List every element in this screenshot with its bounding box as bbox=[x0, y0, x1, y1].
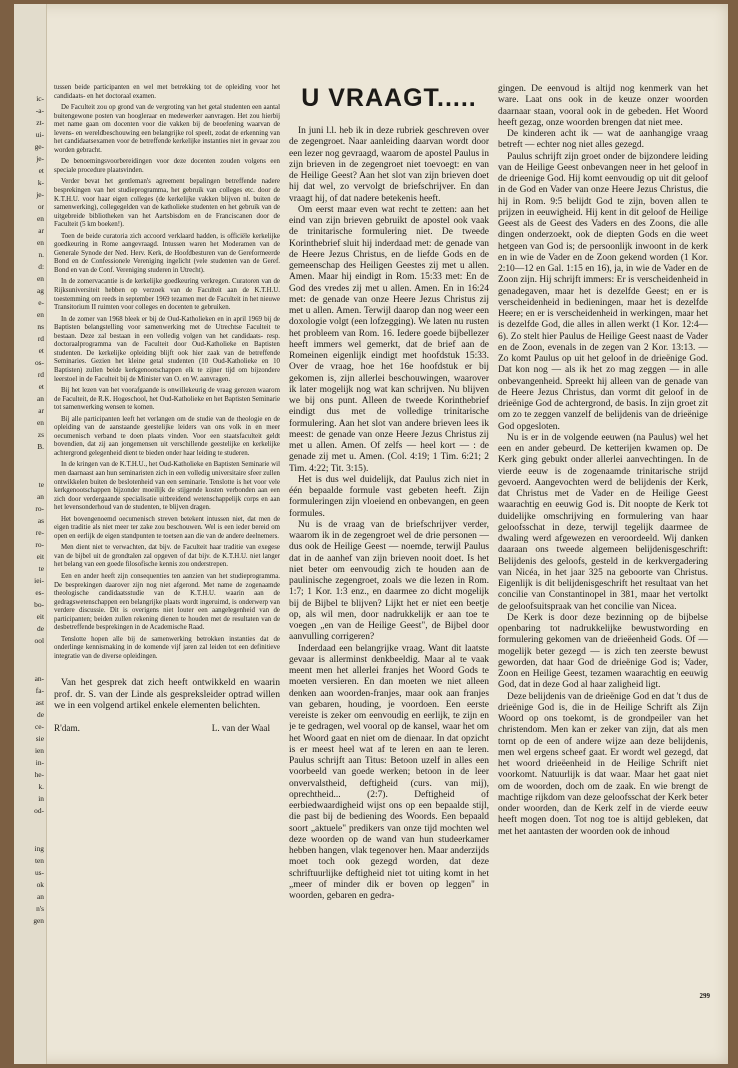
previous-page-fragment: en bbox=[37, 274, 44, 283]
paragraph: Het bovengenoemd oecumenisch streven betekent intussen niet, dat men de eigen traditie als niet meer ter zake zou beschouwen. Wel is een ieder bereid om open en eerlijk de eigen standpunten te toetsen aan die van de andere deelnemers. bbox=[54, 515, 280, 540]
previous-page-fragment: e- bbox=[38, 298, 44, 307]
previous-page-fragment: et bbox=[38, 166, 44, 175]
paragraph: De Kerk is door deze bezinning op de bijbelse openbaring tot nadrukkelijke bewustwording en formulering gekomen van de drieëenheid Gods. Of — mogelijk beter gezegd — is zich ten zeerste bewust geworden, dat haar God de drieënige God is; Vader, Zoon en Heilige Geest, tezamen waarachtig en eeuwig God, dat in deze God al haar zaligheid ligt. bbox=[498, 612, 708, 691]
previous-page-fragment: et bbox=[38, 346, 44, 355]
paragraph: Een en ander heeft zijn consequenties ten aanzien van het studieprogramma. De besprekingen daarover zijn nog niet afgerond. Met name de zogenaamde theologische candidaatsstudie van de K.T.H.U. waarin aan de gedragswetenschappen een belangrijke plaats wordt ingeruimd, is onderwerp van verdere discussie. Dit is overigens niet louter een aangelegenheid van de participanten; beiden zullen rekening dienen te houden met de resultaten van de desbetreffende besprekingen in de Academische Raad. bbox=[54, 572, 280, 632]
column-middle-u-vraagt bbox=[289, 84, 489, 1044]
previous-page-fragment: gen bbox=[33, 916, 44, 925]
paragraph: Verder bevat het gentleman's agreement bepalingen betreffende nadere besprekingen van het studieprogramma, het gebruik van colleges etc. door de K.T.H.U. voor haar eigen colleges (de kerkelijke vakken blijven nl. buiten de samenwerking), collegegelden van de katholieke studenten en het gebruik van de uitgebreide bibliotheken van het Aartsbisdom en de Franciscanen door de Faculteit (5 km boeken!). bbox=[54, 178, 280, 229]
previous-page-fragment: od- bbox=[34, 806, 44, 815]
previous-page-fragment: je- bbox=[36, 190, 44, 199]
column-right-u-vraagt bbox=[498, 84, 708, 1044]
previous-page-fragment: an bbox=[37, 892, 44, 901]
previous-page-fragment: ar bbox=[38, 226, 44, 235]
previous-page-fragment: ool bbox=[34, 636, 44, 645]
previous-page-fragment: ge- bbox=[34, 142, 44, 151]
paragraph: In de zomer van 1968 bleek er bij de Oud-Katholieken en in april 1969 bij de Baptisten belangstelling voor samenwerking met de Utrechtse Faculteit te bestaan. Deze zal bestaan in een volledig volgen van het candidaats- resp. doctoraalprogramma van de Faculteit door Oud-Katholieke en Baptisten studenten. De kerkelijke opleiding blijft ook hier zaak van de betreffende Seminaries. Gezien het kleine getal studenten (10 Oud-Katholieke en 10 Baptisten) zullen beide kerkgenootschappen elk te zijner tijd om bijzondere leerstoel in de Faculteit bij de Minister van O. en W. aanvragen. bbox=[54, 315, 280, 383]
previous-page-fragment: ten bbox=[34, 856, 44, 865]
previous-page-fragment: eit bbox=[36, 552, 44, 561]
column-left-article-continuation bbox=[54, 84, 280, 1044]
previous-page-fragment: in- bbox=[35, 758, 44, 767]
signature-author: L. van der Waal bbox=[211, 722, 270, 733]
previous-page-fragment: eit bbox=[36, 612, 44, 621]
paragraph: De benoemingsvoorbereidingen voor deze docenten zouden volgens een speciale procedure plaatsvinden. bbox=[54, 158, 280, 174]
previous-page-fragment: ast bbox=[35, 698, 44, 707]
previous-page-fragment: os- bbox=[34, 358, 44, 367]
previous-page-fragment: iei- bbox=[34, 576, 44, 585]
previous-page-fragment: en bbox=[37, 238, 44, 247]
previous-page-fragment: fa- bbox=[35, 686, 44, 695]
previous-page-fragment: zs bbox=[37, 430, 44, 439]
previous-page-fragment: or bbox=[37, 202, 44, 211]
previous-page-fragment: en bbox=[37, 214, 44, 223]
previous-page-fragment: an bbox=[37, 492, 44, 501]
previous-page-fragment: ro- bbox=[35, 504, 44, 513]
paragraph: Tenslotte hopen alle bij de samenwerking betrokken instanties dat de onderlinge kennismaking in de komende vijf jaren zal leiden tot een definitieve integratie van de diverse opleidingen. bbox=[54, 635, 280, 660]
paragraph: Men dient niet te verwachten, dat bijv. de Faculteit haar traditie van exegese van de bijbel uit de grondtalen zal opgeven of dat bijv. de K.T.H.U. niet langer het belang van een goede filosofische kennis zou onderstrepen. bbox=[54, 544, 280, 569]
magazine-page bbox=[14, 4, 728, 1064]
previous-page-fragment: k. bbox=[38, 782, 44, 791]
previous-page-fragment: et bbox=[38, 382, 44, 391]
previous-page-fragment: te bbox=[38, 480, 44, 489]
previous-page-fragment: en bbox=[37, 418, 44, 427]
previous-page-fragment: ro- bbox=[35, 540, 44, 549]
previous-page-fragment: bo- bbox=[34, 600, 44, 609]
paragraph: In juni l.l. heb ik in deze rubriek geschreven over de zegengroet. Naar aanleiding daarvan wordt door een lezer nog gevraagd, waarom de apostel Paulus in zijn brieven in de zegengroet niet toevoegt: en van de Heilige Geest? Aan het slot van zijn brieven doet hij dat wel, zo vervolgt de briefschrijver. En dan vraagt hij, of dat nadere betekenis heeft. bbox=[289, 126, 489, 204]
paragraph: Inderdaad een belangrijke vraag. Want dit laatste gevaar is allerminst denkbeeldig. Maar al te vaak meent men het allerlei franjes het Woord Gods te moeten versieren. En dan moeten we niet alleen denken aan woorden-franjes, maar ook aan franjes van gebaren, houding, je voordoen. Een eerste vereiste is zeker om eenvoudig en eerlijk, te zijn en je te gedragen, wel vooral op de kansel, waar het om het Woord gaat en niet om de dienaar. In dat opzicht is er meest heel wat af te leren en aan te leren. Paulus schrijft aan Titus: Betoon uzelf in alles een voorbeeld van goede werken; betoon in de leer onvervalstheid, deftigheid (curs. van mij), oprechtheid... (2:7). Deftigheid of eerbiedwaardigheid wijst ons op een bepaalde stijl, die past bij de bediening des Woords. Een bepaald soort „aktuele" predikers van onze tijd mochten wel deze woorden op de wand van hun studeerkamer hebben hangen, vlak tegenover hen. Maar anderzijds moet toch ook gezegd worden, dat deze schriftuurlijke deftigheid niet tot uiting komt in het „meer of minder dik er boven op leggen" in woorden, gebaren en gedra- bbox=[289, 643, 489, 901]
article-title: U VRAAGT..... bbox=[301, 84, 477, 112]
previous-page-fragment: ok bbox=[36, 880, 44, 889]
previous-page-fragment: zt- bbox=[36, 118, 44, 127]
paragraph: In de zomervacantie is de kerkelijke goedkeuring verkregen. Curatoren van de Rijksuniversiteit hebben op verzoek van de Faculteit aan de K.T.H.U. toestemming om reeds in september 1969 tezamen met de Faculteit in het nieuwe Transitorium II ruimten voor colleges en docenten te gebruiken. bbox=[54, 278, 280, 312]
signature-line bbox=[54, 724, 280, 733]
previous-page-fragment: ar bbox=[38, 406, 44, 415]
previous-page-fragment: je- bbox=[36, 154, 44, 163]
paragraph: Om eerst maar even wat recht te zetten: aan het eind van zijn brieven gebruikt de apostel ook vaak de trinitarische formulering niet. De tweede Korinthebrief sluit hij inderdaad met: de genade van de Heere Jezus Christus, en de liefde Gods en de gemeenschap des Heiligen Geestes zij met u allen. Amen. Maar hij eindigt in Rom. 15:33 met: En de God des vredes zij met u allen. Amen. En in 16:24 met: de genade van onze Heere Jezus Christus zij met u allen. Amen. Terwijl daarop dan nog weer een doxologie volgt (een lofzegging). We laten nu rusten het probleem van Rom. 16. Iedere goede bijbellezer heeft immers wel gemerkt, dat de brief aan de Romeinen eigenlijk eindigt met hoofdstuk 15:33. Over de vraag, hoe het 16e hoofdstuk er bij gekomen is, zijn allerlei beschouwingen, waarover ik later mogelijk nog wat kan schrijven. Nu blijven we bij ons punt. Alleen de tweede Korinthebrief eindigt dus met de volledige trinitarische formulering. Aan het slot van andere brieven lees ik meest: de genade van onze Heere Jezus Christus zij met u allen. Amen. Of zelfs — heel kort — : de genade zij met u. Amen. (Col. 4:19; 1 Tim. 6:21; 2 Tim. 4:22; Tit. 3:15). bbox=[289, 204, 489, 474]
previous-page-fragment: an- bbox=[34, 674, 44, 683]
paragraph: Nu is de vraag van de briefschrijver verder, waarom ik in de zegengroet wel de drie personen — dus ook de Heilige Geest — noemde, terwijl Paulus dat in de aanhef van zijn brieven nooit doet. Is het niet beter om eenvoudig zich te houden aan de paulinische zegengroet, zoals we die lezen in Rom. 1:7; 1 Kor. 1:3 enz., en daarmee zo dicht mogelijk bij de Bijbel te blijven? Lijkt het er niet een beetje op, als wil men, door nadrukkelijk er aan toe te voegen „en van de Heilige Geest", de Bijbel door aanvulling corrigeren? bbox=[289, 519, 489, 643]
previous-page-fragment: ui- bbox=[35, 130, 44, 139]
previous-page-fragment: de bbox=[37, 710, 44, 719]
previous-page-fragment: n's bbox=[36, 904, 44, 913]
previous-page-fragment: us- bbox=[34, 868, 44, 877]
previous-page-fragment: k- bbox=[37, 178, 44, 187]
previous-page-fragment: -a- bbox=[35, 106, 44, 115]
previous-page-fragment: B. bbox=[37, 442, 44, 451]
signature-place: R'dam. bbox=[54, 722, 80, 733]
previous-page-fragment: re- bbox=[35, 528, 44, 537]
previous-page-fragment: es- bbox=[35, 588, 44, 597]
paragraph: Nu is er in de volgende eeuwen (na Paulus) wel het een en ander gebeurd. De ketterijen kwamen op. De Kerk ging gebukt onder allerlei aanvechtingen. In de vierde eeuw is de zogenaamde trinitarische strijd gevoerd. Aangevochten werd de belijdenis der Kerk, dat Christus met de Vader en de Heilige Geest waarachtig en eeuwig God is. Dit noopte de Kerk tot duidelijke omschrijving en formulering van haar geloofsschat in deze, terwijl tegelijk daarmee de dwaling werd afgewezen en veroordeeld. Wij danken daaraan ons tweede algemeen belijdenisgeschrift: Belijdenis des geloofs, gesteld in de kerkvergadering van Nicéa, in het jaar 325 na geboorte van Christus. Eigenlijk is dit belijdenisgeschrift het resultaat van het concilie van Constantinopel in 381, maar het vertolkt de geloofsuitspraak van het concilie van Nicea. bbox=[498, 432, 708, 612]
paragraph: tussen beide participanten en wel met betrekking tot de opleiding voor het candidaats- en het doctoraal examen. bbox=[54, 84, 280, 100]
paragraph: Bij het lezen van het voorafgaande is onwillekeurig de vraag gerezen waarom de Faculteit, de R.K. Hogeschool, het Oud-Katholieke en het Baptisten Seminarie tot samenwerking wensen te komen. bbox=[54, 387, 280, 412]
previous-page-fragment: he- bbox=[34, 770, 44, 779]
previous-page-fragment: de bbox=[37, 624, 44, 633]
paragraph: Deze belijdenis van de drieënige God en dat 't dus de drieënige God is, die in de Heilige Schrift als Zijn Woord op ons toekomt, is de grondpeiler van het christendom. Men kan er zeker van zijn, dat als men tornt op de een of andere wijze aan deze belijdenis, men wel ergens scheef gaat. Er wordt wel gezegd, dat het woord drieëenheid in de Heilige Schrift niet voorkomt. Natuurlijk is dat waar. Maar het gaat niet om de woorden, doch om de zaak. En wie brengt de machtige rijkdom van deze geloofsschat der Kerk beter onder woorden, dan de Kerk zelf in de vierde eeuw heeft mogen doen. Tot nog toe is altijd gebleken, dat met het aantasten der woorden ook de inhoud bbox=[498, 691, 708, 837]
previous-page-fragment: an bbox=[37, 394, 44, 403]
previous-page-fragment: ce- bbox=[34, 722, 44, 731]
paragraph: gingen. De eenvoud is altijd nog kenmerk van het ware. Laat ons ook in de keuze onzer woorden daarnaar staan, vooral ook in de gebeden. Het Woord heeft gezag, onze woorden brengen dat niet mee. bbox=[498, 84, 708, 128]
paragraph: Bij alle participanten leeft het verlangen om de studie van de theologie en de opleiding van de aanstaande geestelijke leiders van ons volk in en meer oecumenisch verband te doen plaats vinden. Voor een staatsfaculteit geldt bovendien, dat zij aan jongemensen uit verschillende geestelijke en kerkelijke achtergrond gelegenheid dient te bieden onder haar leiding te studeren. bbox=[54, 415, 280, 457]
previous-page-fragment: te bbox=[38, 564, 44, 573]
paragraph: In de kringen van de K.T.H.U., het Oud-Katholieke en Baptisten Seminarie wil men daarnaast aan hun seminaristen zich in een volledig universitaire sfeer zullen ontwikkelen buiten de beslotenheid van een seminarie. Tenslotte is het voor vele kerkgenootschappen bijzonder moeilijk de stijgende kosten verbonden aan een zich door verdergaande specialisatie uitbreidend wetenschappelijk corps en aan het levensonderhoud van de studenten, te blijven dragen. bbox=[54, 461, 280, 512]
previous-page-fragment: ic- bbox=[36, 94, 44, 103]
page-number: 299 bbox=[699, 992, 710, 1000]
previous-page-fragment: sie bbox=[35, 734, 44, 743]
previous-page-fragment: ag bbox=[37, 286, 44, 295]
paragraph: De kinderen acht ik — wat de aanhangige vraag betreft — echter nog niet alles gezegd. bbox=[498, 129, 708, 151]
previous-page-fragment: as bbox=[37, 516, 44, 525]
closing-paragraph: Van het gesprek dat zich heeft ontwikkeld en waarin prof. dr. S. van der Linde als gespreksleider optrad willen we in een volgend artikel enkele elementen belichten. bbox=[54, 677, 280, 712]
paragraph: Het is dus wel duidelijk, dat Paulus zich niet in één bepaalde formule vast gebeten heeft. Zijn formuleringen zijn vloeiend en onbevangen, en geen formules. bbox=[289, 474, 489, 519]
previous-page-fragment: in bbox=[38, 794, 44, 803]
paragraph: Toen de beide curatoria zich accoord verklaard hadden, is officiële kerkelijke goedkeuring in Rome aangevraagd. Intussen waren het Moderamen van de Generale Synode der Ned. Herv. Kerk, de Hoofdbesturen van de Gereformeerde Bond en de Confessionele Vereniging ingelicht (vele studenten van de Geref. Bond en van de Conf. Vereniging studeren in Utrecht). bbox=[54, 232, 280, 274]
paragraph: Paulus schrijft zijn groet onder de bijzondere leiding van de Heilige Geest onbevangen neer in het geloof in de drieenige God. Hij komt eenvoudig op uit dit geloof in de God en Vader van onze Heere Jezus Christus, die hij in Rom. 9:5 belijdt God te zijn, boven allen te prijzen in eeuwigheid. Hij kent in dit geloof de Heilige Geest als de Geest des Vaders en des Zoons, die alle dingen onderzoekt, ook de diepten Gods en die weet hetgeen van God is; de persoonlijk inwoont in de kerk en in wie de Vader en de Zoon gekend worden (1 Kor. 2:10—12 en Gal. 1:15 en 16), ja, in wie de Vader en de Zoon zijn. Hij schrijft immers: Er is verscheidenheid in genadegaven, maar het is dezelfde Geest; en er is verscheidenheid in bedieningen, maar het is dezelfde Heere; en er is verscheidenheid in werkingen, maar het is dezelfde God, die alles in allen werkt (1 Kor. 12:4—6). Zo stelt hier Paulus de Heilige Geest naast de Vader en de Zoon, evenals in de zegen van 2 Kor. 13:13. — Zo komt Paulus op uit het geloof in de drieënige God. Dat kon nog — als ik het zo mag zeggen — in alle onbevangenheid. Spreekt hij alleen van de genade van de Heere Jezus Christus, dan vormt dit geloof in de drieënige God de achtergrond, de basis. In zijn groet zit om zo te zeggen vanzelf de belijdenis van de drieënige God opgesloten. bbox=[498, 151, 708, 432]
previous-page-fragment: rd bbox=[37, 334, 44, 343]
previous-page-fragment: n. bbox=[38, 250, 44, 259]
previous-page-fragment: ns bbox=[37, 322, 44, 331]
previous-page-fragment: ien bbox=[34, 746, 44, 755]
paragraph: De Faculteit zou op grond van de vergroting van het getal studenten een aantal buitengewone posten van hoogleraar en medewerker aanvragen. Het zou hierbij met name gaan om docenten voor die vakken bij de beoefening waarvan de levens- en wereldbeschouwing een belangrijke rol speelt, zodat de erkenning van het candidaatsexamen voor de betreffende kerkelijke instanties niet in gevaar zou worden gebracht. bbox=[54, 104, 280, 154]
previous-page-fragment: en bbox=[37, 310, 44, 319]
previous-page-fragment: rd bbox=[37, 370, 44, 379]
previous-page-fragment: d: bbox=[38, 262, 44, 271]
previous-page-edge bbox=[14, 4, 47, 1064]
previous-page-fragment: ing bbox=[34, 844, 44, 853]
